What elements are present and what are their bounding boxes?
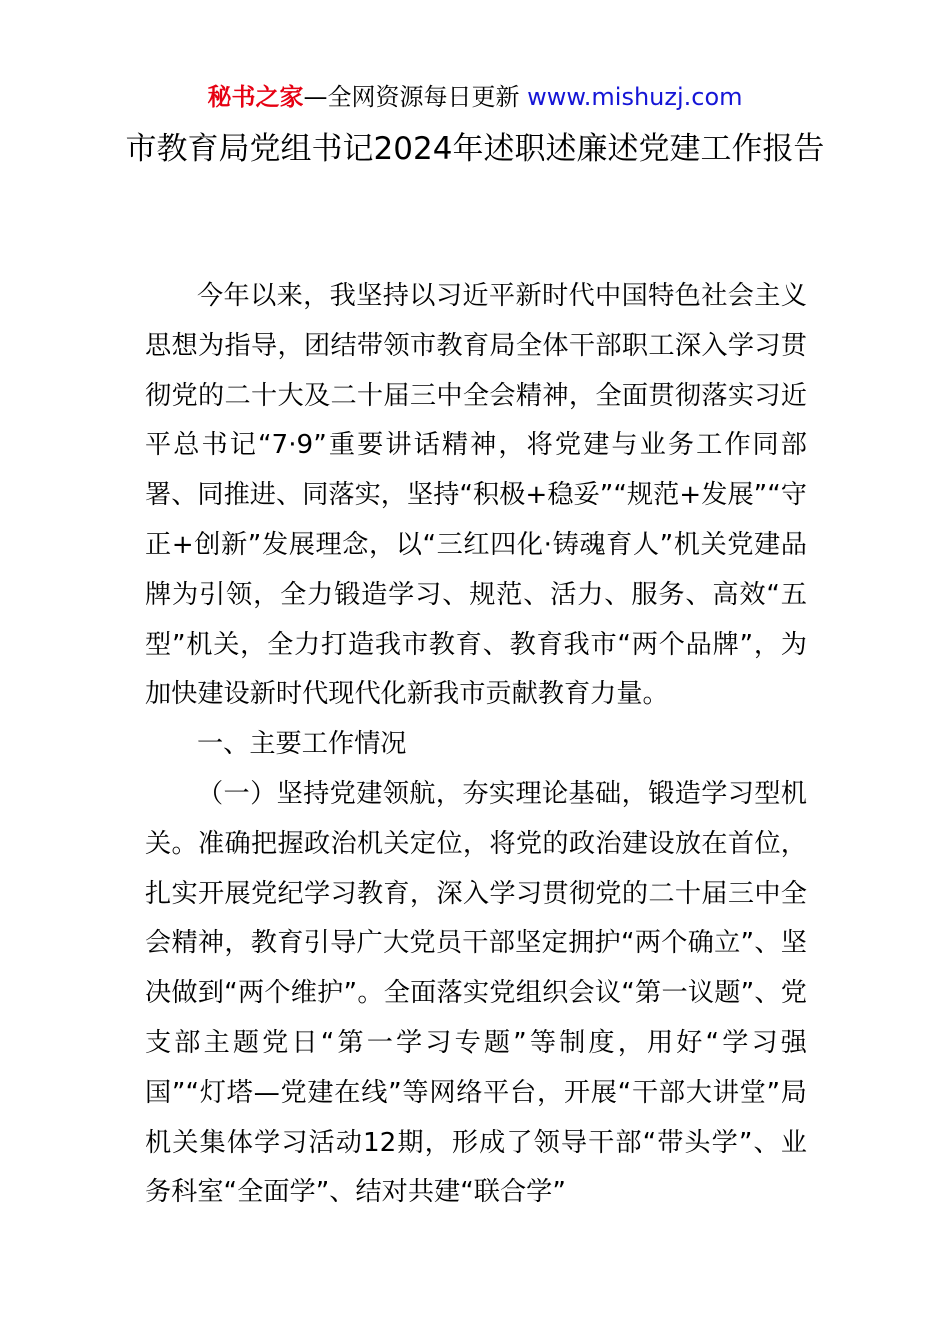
site-tagline: —全网资源每日更新 [303,83,520,111]
paragraph-section-1: （一）坚持党建领航，夯实理论基础，锻造学习型机关。准确把握政治机关定位，将党的政治建设放在首位，扎实开展党纪学习教育，深入学习贯彻党的二十届三中全会精神，教育引导广大党员干部坚定拥护“两个确立”、坚决做到“两个维护”。全面落实党组织会议“第一议题”、党支部主题党日“第一学习专题”等制度，用好“学习强国”“灯塔—党建在线”等网络平台，开展“干部大讲堂”局机关集体学习活动12期，形成了领导干部“带头学”、业务科室“全面学”、结对共建“联合学” [145,778,807,1208]
paragraph-intro: 今年以来，我坚持以习近平新时代中国特色社会主义思想为指导，团结带领市教育局全体干部职工深入学习贯彻党的二十大及二十届三中全会精神，全面贯彻落实习近平总书记“7·9”重要讲话精神，将党建与业务工作同部署、同推进、同落实，坚持“积极+稳妥”“规范+发展”“守正+创新”发展理念，以“三红四化·铸魂育人”机关党建品牌为引领，全力锻造学习、规范、活力、服务、高效“五型”机关，全力打造我市教育、教育我市“两个品牌”，为加快建设新时代现代化新我市贡献教育力量。 [145,281,807,710]
section-heading: 一、主要工作情况 [197,729,407,760]
site-header [0,80,950,114]
site-brand: 秘书之家 [207,83,304,111]
document-body [145,272,807,1218]
document-title: 市教育局党组书记2024年述职述廉述党建工作报告 [125,131,825,167]
site-url-link[interactable]: www.mishuzj.com [527,83,743,111]
